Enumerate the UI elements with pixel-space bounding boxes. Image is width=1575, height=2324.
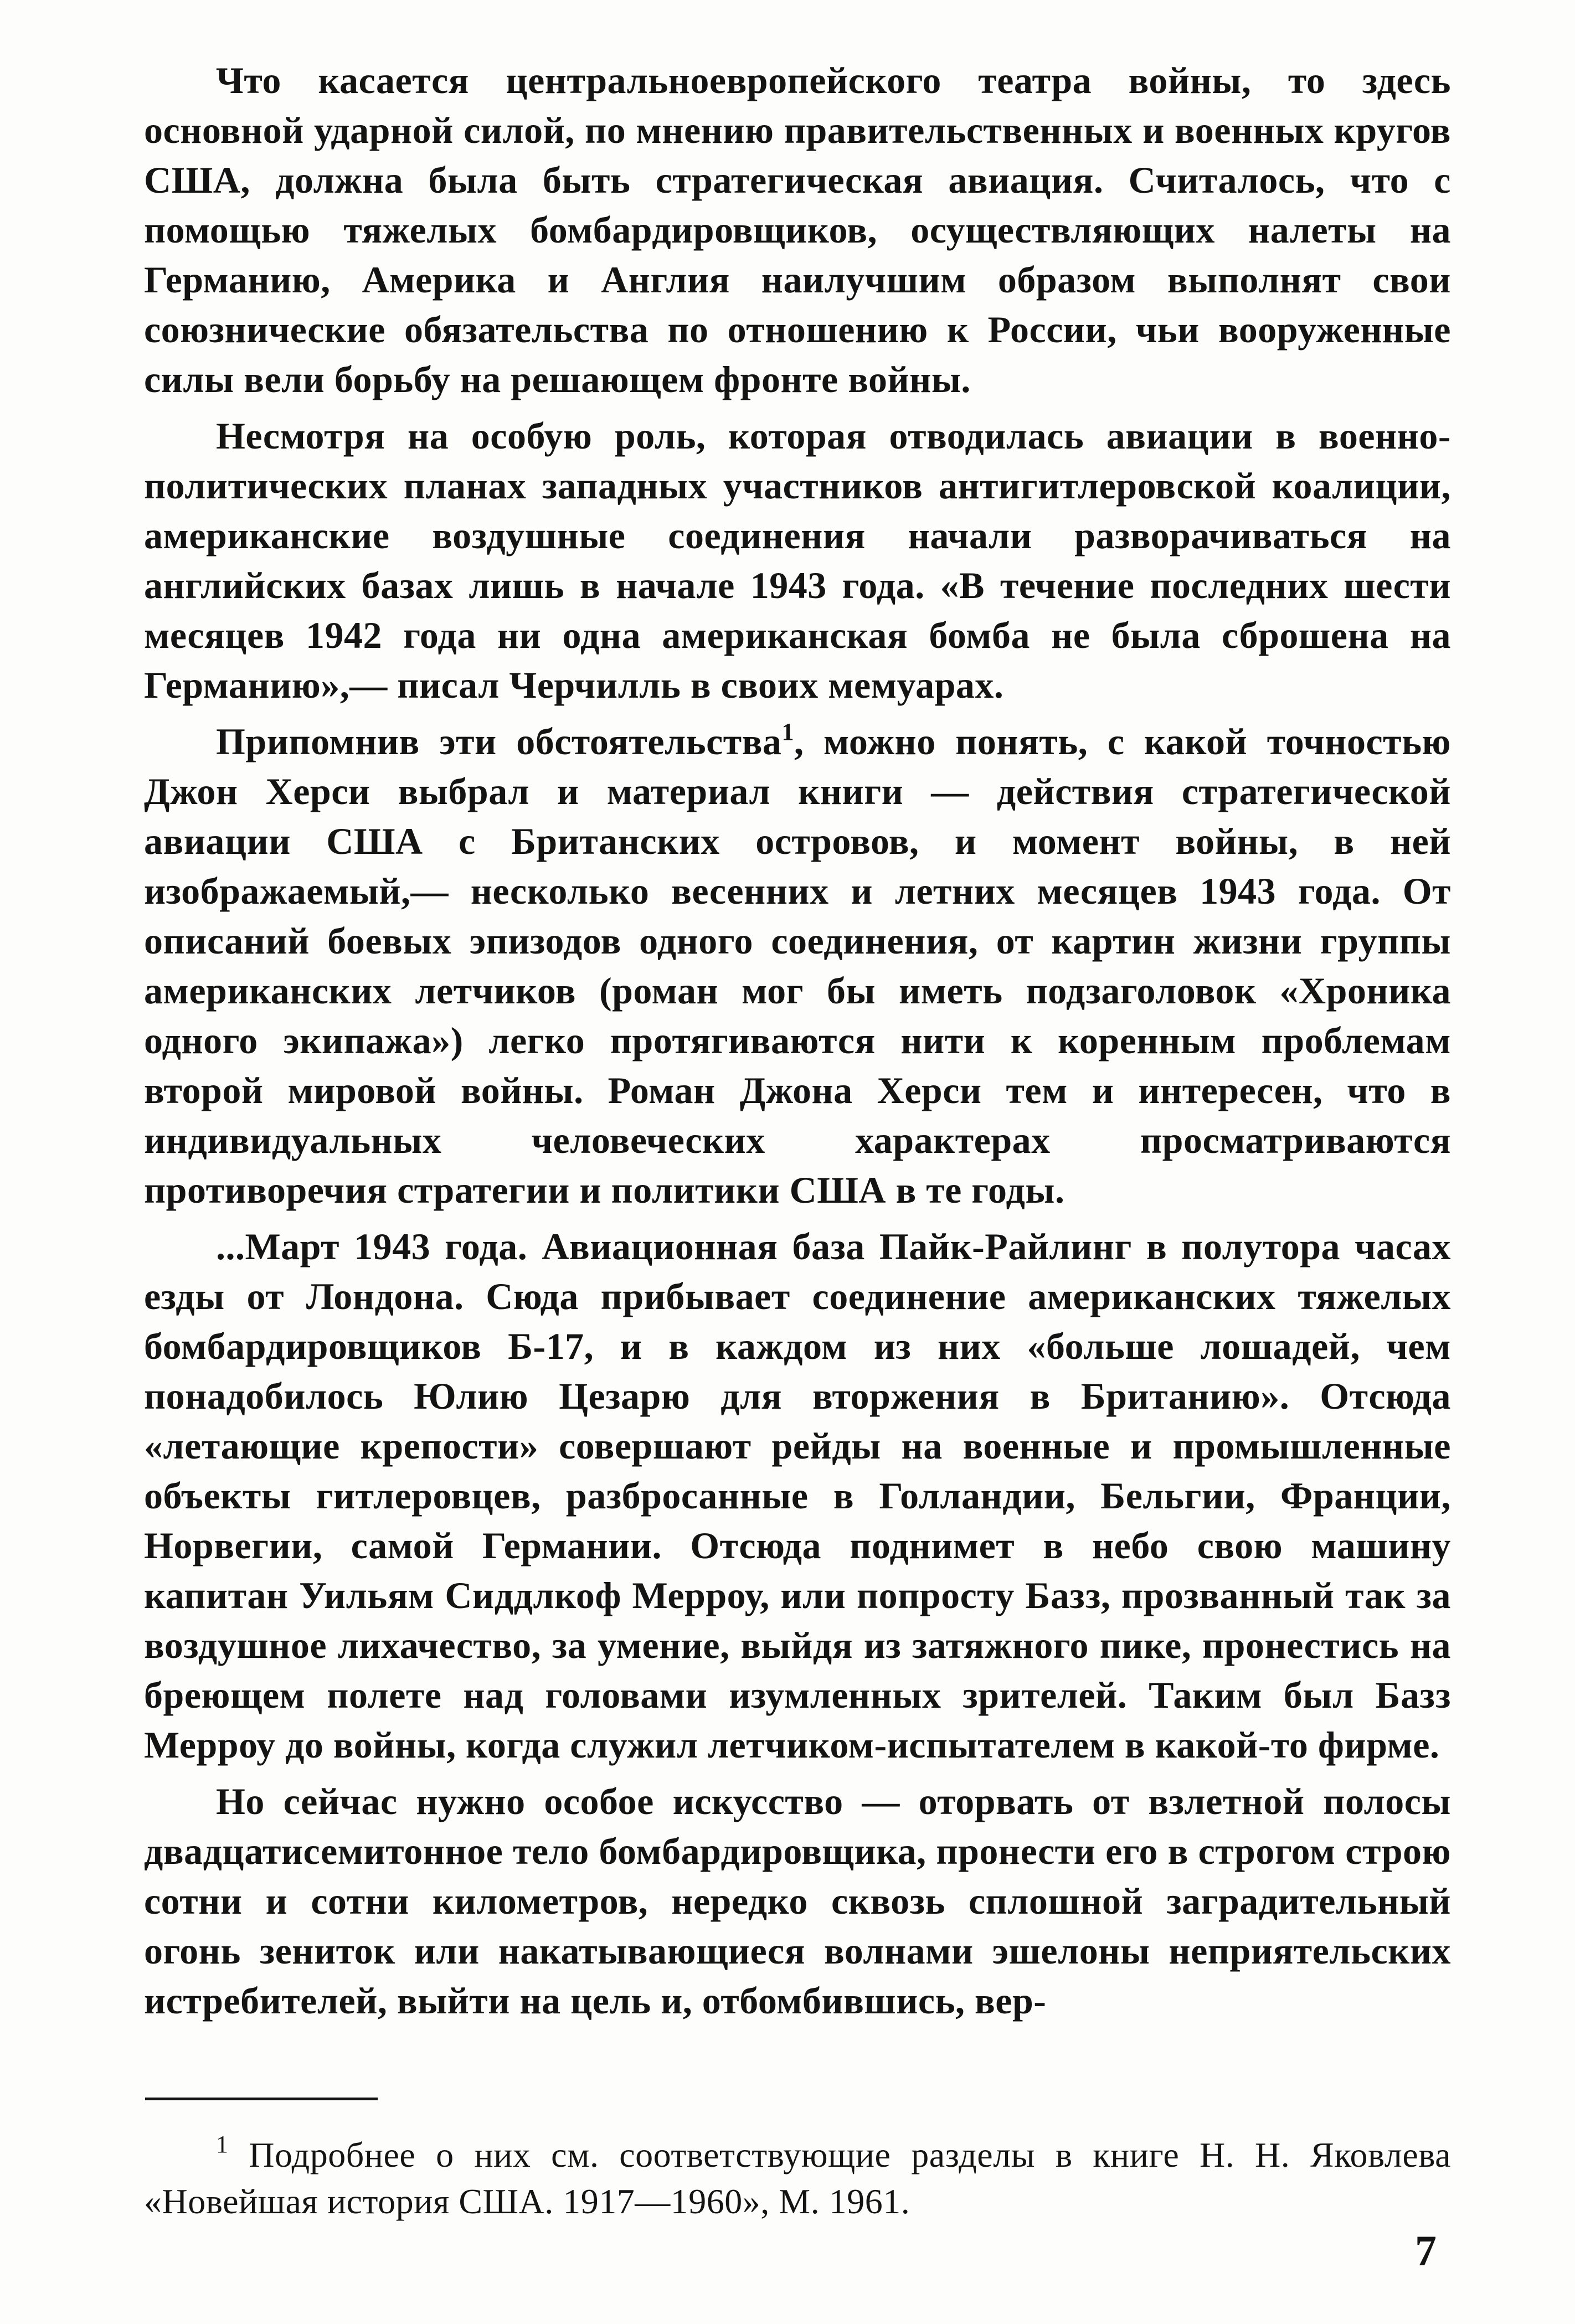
- footnote-reference: 1: [781, 718, 794, 745]
- paragraph-3-text-before: Припомнив эти обстоятельства: [216, 720, 782, 762]
- paragraph-2: Несмотря на особую роль, которая отводилась авиации в военно-политических планах западных участников антигитлеровской коалиции, американские воздушные соединения начали разворачиваться на английских базах лишь в начале 1943 года. «В течение последних шести месяцев 1942 года ни одна американская бомба не была сброшена на Германию»,— писал Черчилль в своих мемуарах.: [144, 415, 1451, 706]
- footnote-marker: 1: [216, 2131, 229, 2158]
- main-text: [144, 55, 1451, 2032]
- page-number: 7: [1415, 2227, 1437, 2275]
- paragraph-1: Что касается центральноевропейского театра войны, то здесь основной ударной силой, по мнению правительственных и военных кругов США, должна была быть стратегическая авиация. Считалось, что с помощью тяжелых бомбардировщиков, осуществляющих налеты на Германию, Америка и Англия наилучшим образом выполнят свои союзнические обязательства по отношению к России, чьи вооруженные силы вели борьбу на решающем фронте войны.: [144, 59, 1451, 400]
- paragraph-3-text-after: , можно понять, с какой точностью Джон Херси выбрал и материал книги — действия стратегической авиации США с Британских островов, и момент войны, в ней изображаемый,— несколько весенних и летних месяцев 1943 года. От описаний боевых эпизодов одного соединения, от картин жизни группы американских летчиков (роман мог бы иметь подзаголовок «Хроника одного экипажа») легко протягиваются нити к коренным проблемам второй мировой войны. Роман Джона Херси тем и интересен, что в индивидуальных человеческих характерах просматриваются противоречия стратегии и политики США в те годы.: [144, 720, 1451, 1211]
- footnote-text: Подробнее о них см. соответствующие разделы в книге Н. Н. Яковлева «Новейшая история США. 1917—1960», М. 1961.: [144, 2135, 1452, 2221]
- paragraph-3: [144, 717, 1451, 1215]
- footnote: [144, 2132, 1451, 2225]
- footnote-divider: [145, 2098, 378, 2100]
- paragraph-4: ...Март 1943 года. Авиационная база Пайк-Райлинг в полутора часах езды от Лондона. Сюда прибывает соединение американских тяжелых бомбардировщиков Б-17, и в каждом из них «больше лошадей, чем понадобилось Юлию Цезарю для вторжения в Британию». Отсюда «летающие крепости» совершают рейды на военные и промышленные объекты гитлеровцев, разбросанные в Голландии, Бельгии, Франции, Норвегии, самой Германии. Отсюда поднимет в небо свою машину капитан Уильям Сиддлкоф Мерроу, или попросту Базз, прозванный так за воздушное лихачество, за умение, выйдя из затяжного пике, пронестись на бреющем полете над головами изумленных зрителей. Таким был Базз Мерроу до войны, когда служил летчиком-испытателем в какой-то фирме.: [144, 1225, 1451, 1766]
- paragraph-5: Но сейчас нужно особое искусство — оторвать от взлетной полосы двадцатисемитонное тело бомбардировщика, пронести его в строгом строю сотни и сотни километров, нередко сквозь сплошной заградительный огонь зениток или накатывающиеся волнами эшелоны неприятельских истребителей, выйти на цель и, отбомбившись, вер-: [144, 1780, 1451, 2022]
